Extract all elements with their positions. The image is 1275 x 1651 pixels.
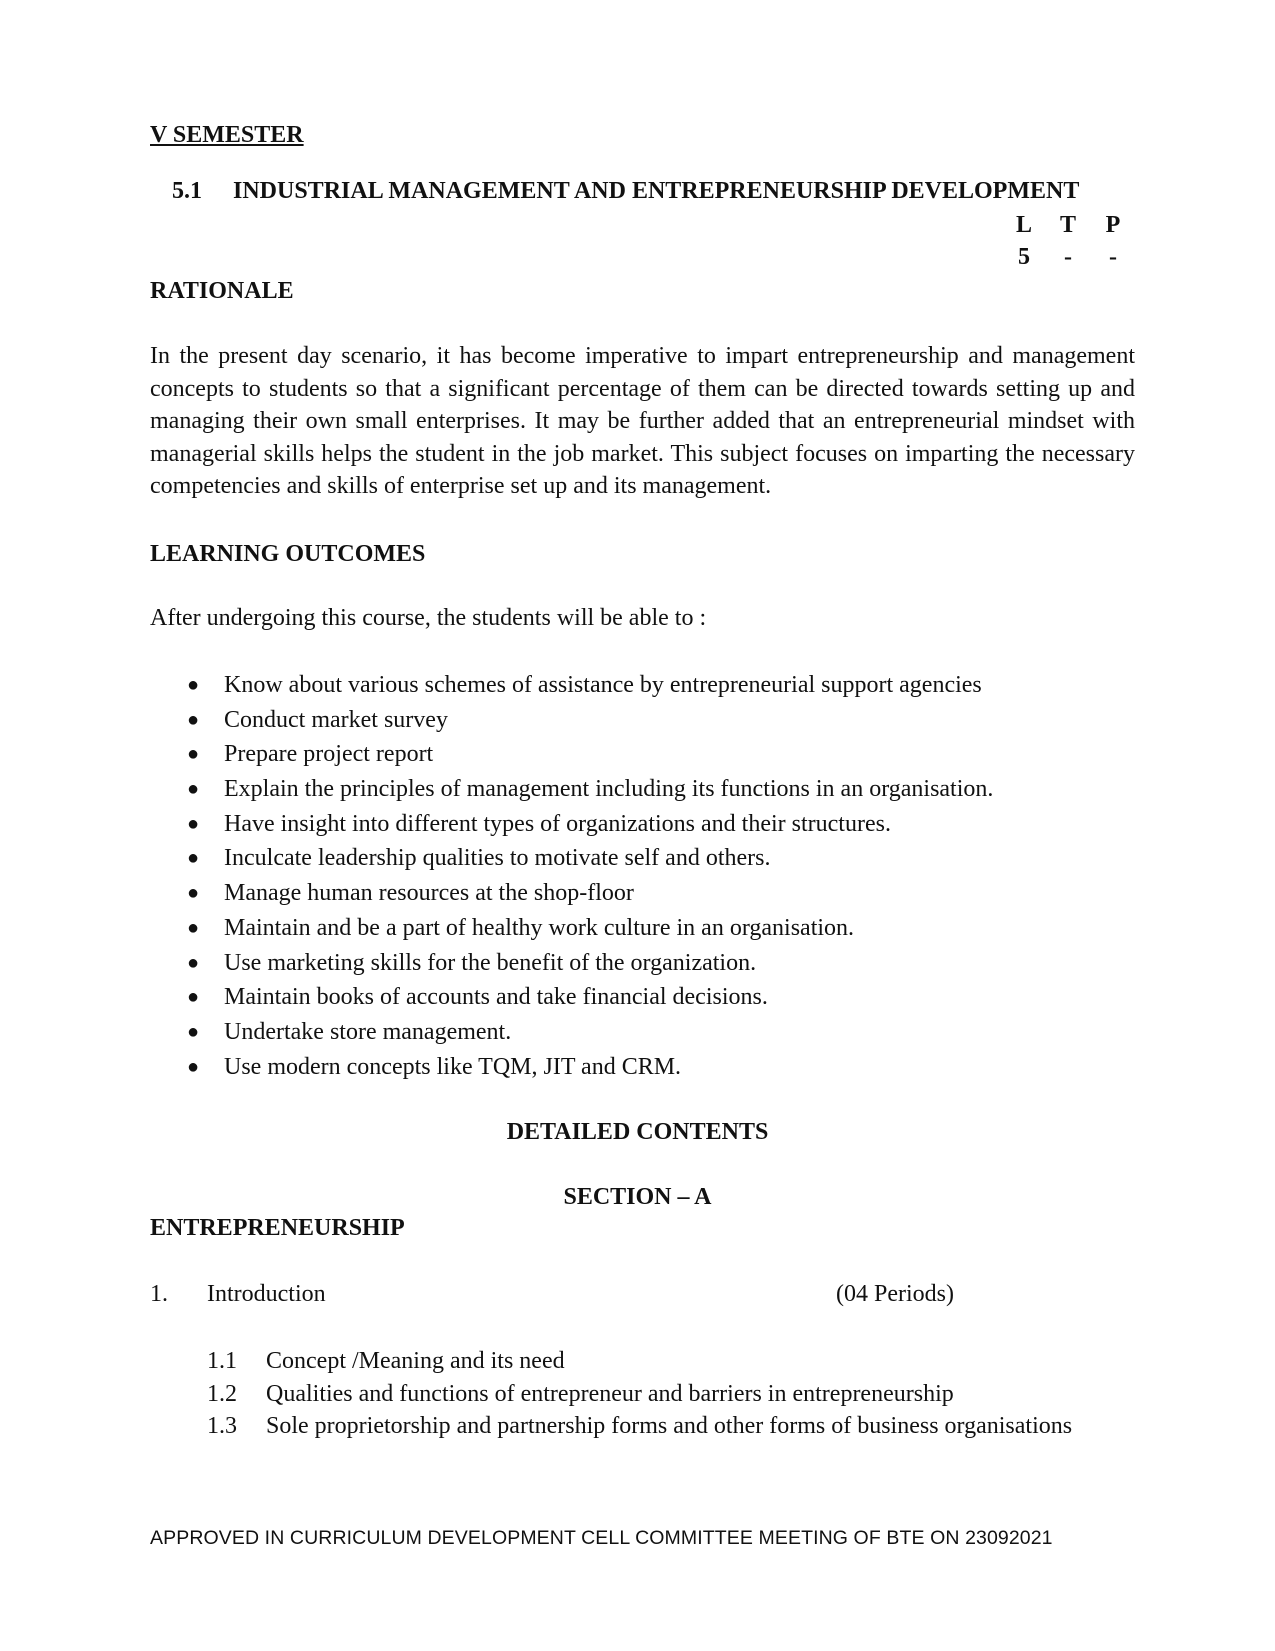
detailed-contents-heading: DETAILED CONTENTS	[506, 1119, 769, 1145]
ltp-label-t: T	[1059, 212, 1076, 238]
list-item: ● Manage human resources at the shop-floor	[150, 876, 993, 911]
subtopic-list	[207, 1345, 1072, 1443]
rationale-paragraph: In the present day scenario, it has become imperative to impart entrepreneurship and management concepts to students so that a significant percentage of them can be directed towards setting up and managing their own small enterprises. It may be further added that an entrepreneurial mindset with managerial skills helps the student in the job market. This subject focuses on imparting the necessary competencies and skills of enterprise set up and its management.	[150, 343, 1135, 499]
list-item	[207, 1410, 1072, 1443]
bullet-icon: ●	[187, 743, 200, 766]
bullet-icon: ●	[187, 951, 200, 974]
bullet-icon: ●	[187, 1020, 200, 1043]
subtopic-number: 1.1	[207, 1348, 237, 1374]
ltp-value-p: -	[1109, 244, 1117, 270]
ltp-label-l: L	[1015, 212, 1032, 238]
learning-outcomes-list	[150, 668, 993, 1084]
topic-title: Introduction	[207, 1281, 326, 1307]
course-number: 5.1	[172, 178, 202, 204]
subtopic-text: Sole proprietorship and partnership forms and other forms of business organisations	[266, 1413, 1073, 1439]
bullet-icon: ●	[187, 778, 200, 801]
list-item	[207, 1378, 1072, 1411]
list-item: ● Use modern concepts like TQM, JIT and CRM.	[150, 1050, 993, 1085]
subtopic-text: Qualities and functions of entrepreneur and barriers in entrepreneurship	[266, 1380, 954, 1407]
subtopic-text: Concept /Meaning and its need	[266, 1348, 565, 1374]
section-heading: SECTION – A	[563, 1184, 712, 1210]
bullet-icon: ●	[187, 986, 200, 1009]
section-title: ENTREPRENEURSHIP	[150, 1215, 405, 1241]
course-title: INDUSTRIAL MANAGEMENT AND ENTREPRENEURSHIP DEVELOPMENT	[233, 178, 1080, 204]
approval-footer: APPROVED IN CURRICULUM DEVELOPMENT CELL COMMITTEE MEETING OF BTE ON 23092021	[150, 1527, 1053, 1549]
list-item: ● Maintain books of accounts and take financial decisions.	[150, 980, 993, 1015]
bullet-icon: ●	[187, 916, 200, 939]
bullet-icon: ●	[187, 882, 200, 905]
rationale-heading: RATIONALE	[150, 278, 294, 304]
list-item: ● Know about various schemes of assistance by entrepreneurial support agencies	[150, 668, 993, 703]
list-item: ● Conduct market survey	[150, 703, 993, 738]
learning-outcomes-intro: After undergoing this course, the students will be able to :	[150, 605, 707, 631]
list-item: ● Explain the principles of management including its functions in an organisation.	[150, 772, 993, 807]
bullet-icon: ●	[187, 674, 200, 696]
learning-outcomes-heading: LEARNING OUTCOMES	[150, 541, 426, 567]
bullet-icon: ●	[187, 708, 200, 731]
list-item: ● Use marketing skills for the benefit of the organization.	[150, 946, 993, 981]
list-item: ● Maintain and be a part of healthy work culture in an organisation.	[150, 911, 993, 946]
topic-periods: (04 Periods)	[836, 1281, 954, 1307]
topic-number: 1.	[150, 1281, 168, 1307]
ltp-value-l: 5	[1018, 244, 1030, 270]
bullet-icon: ●	[187, 1055, 200, 1078]
list-item	[207, 1345, 1072, 1378]
semester-heading: V SEMESTER	[150, 122, 304, 148]
list-item: ● Have insight into different types of organizations and their structures.	[150, 807, 993, 842]
list-item: ● Undertake store management.	[150, 1015, 993, 1050]
bullet-icon: ●	[187, 847, 200, 870]
subtopic-number: 1.2	[207, 1380, 237, 1407]
ltp-value-t: -	[1064, 244, 1072, 270]
subtopic-number: 1.3	[207, 1413, 237, 1439]
list-item: ● Inculcate leadership qualities to motivate self and others.	[150, 841, 993, 876]
list-item: ● Prepare project report	[150, 737, 993, 772]
bullet-icon: ●	[187, 812, 200, 835]
ltp-label-p: P	[1105, 212, 1121, 238]
